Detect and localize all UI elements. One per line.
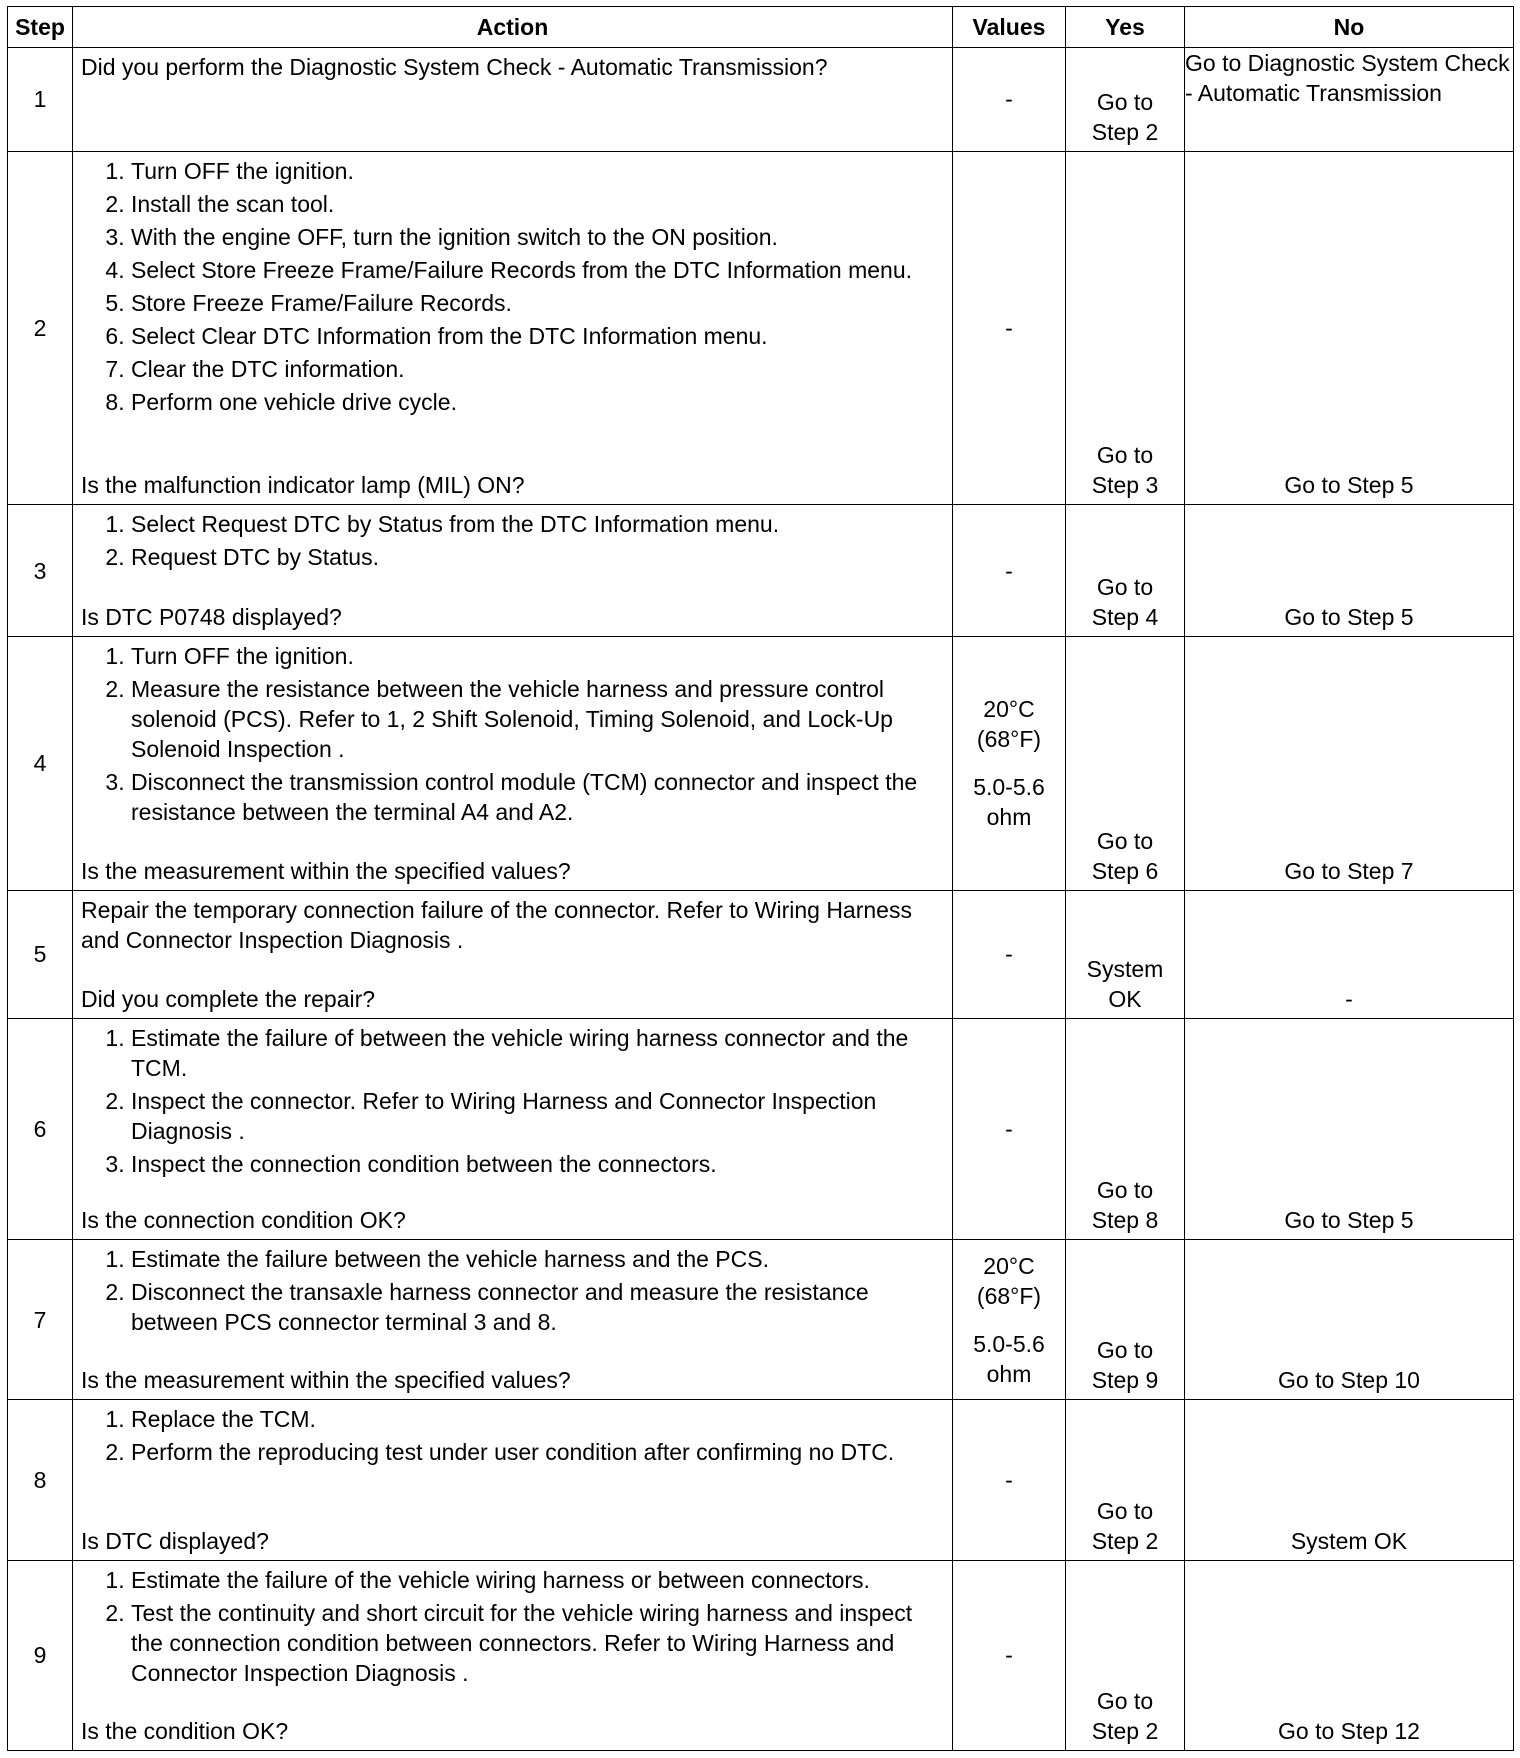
action-question: Is DTC P0748 displayed? xyxy=(81,603,342,630)
action-steps-list xyxy=(81,156,944,417)
no-result: Go to Diagnostic System Check - Automatic Transmission xyxy=(1185,48,1514,152)
table-row xyxy=(8,48,1514,152)
action-step-item: 2. Perform the reproducing test under user condition after confirming no DTC. xyxy=(131,1437,944,1467)
no-result: Go to Step 5 xyxy=(1284,472,1414,499)
values-cell: - xyxy=(953,890,1066,1018)
yes-line: Go to xyxy=(1096,827,1154,854)
values-cell: - xyxy=(953,1400,1066,1560)
values-cell: - xyxy=(953,48,1066,152)
table-row xyxy=(8,1240,1514,1400)
no-cell xyxy=(1185,636,1514,890)
action-body xyxy=(81,52,944,82)
values-cell: - xyxy=(953,505,1066,636)
values-line: 20°C xyxy=(983,1252,1035,1279)
action-content xyxy=(73,152,952,505)
yes-result xyxy=(1066,1686,1184,1750)
action-body xyxy=(81,509,944,575)
action-cell xyxy=(73,1560,953,1750)
values-line: ohm xyxy=(986,804,1032,831)
action-step-item: 2. Install the scan tool. xyxy=(131,189,944,219)
action-step-item: 3. Inspect the connection condition between the connectors. xyxy=(131,1149,944,1179)
action-step-item: 6. Select Clear DTC Information from the DTC Information menu. xyxy=(131,321,944,351)
table-row xyxy=(8,1560,1514,1750)
step-number: 5 xyxy=(8,890,73,1018)
header-no: No xyxy=(1185,7,1514,48)
action-step-item: 1. Estimate the failure between the vehicle harness and the PCS. xyxy=(131,1244,944,1274)
values-cell xyxy=(953,636,1066,890)
yes-line: Step 3 xyxy=(1091,472,1159,499)
table-row xyxy=(8,1400,1514,1560)
action-cell xyxy=(73,1240,953,1400)
no-result: Go to Step 5 xyxy=(1284,603,1414,630)
yes-line: Go to xyxy=(1096,442,1154,469)
yes-result xyxy=(1066,572,1184,636)
yes-cell xyxy=(1066,890,1185,1018)
yes-line: Go to xyxy=(1096,1177,1154,1204)
values-gap xyxy=(953,1311,1065,1329)
action-step-item: 2. Test the continuity and short circuit for the vehicle wiring harness and inspect the connection condition between connectors. Refer to Wiring Harness and Connector Inspection Diagnosis . xyxy=(131,1598,944,1688)
values-cell: - xyxy=(953,1560,1066,1750)
action-step-item: 5. Store Freeze Frame/Failure Records. xyxy=(131,288,944,318)
yes-cell xyxy=(1066,1240,1185,1400)
values-line: 20°C xyxy=(983,696,1035,723)
action-content xyxy=(73,1240,952,1399)
no-cell xyxy=(1185,890,1514,1018)
yes-line: Step 2 xyxy=(1091,1718,1159,1744)
action-cell xyxy=(73,636,953,890)
yes-line: Step 6 xyxy=(1091,857,1159,884)
table-body xyxy=(8,48,1514,1751)
no-result: Go to Step 7 xyxy=(1284,857,1414,884)
action-text: Repair the temporary connection failure of the connector. Refer to Wiring Harness and Connector Inspection Diagnosis . xyxy=(81,896,912,953)
no-cell xyxy=(1185,505,1514,636)
values-cell: - xyxy=(953,1018,1066,1240)
no-cell xyxy=(1185,1018,1514,1240)
action-body xyxy=(81,1244,944,1340)
action-steps-list xyxy=(81,641,944,827)
no-result: System OK xyxy=(1290,1527,1408,1554)
action-cell xyxy=(73,48,953,152)
yes-line: Step 4 xyxy=(1091,603,1159,630)
table-row xyxy=(8,1018,1514,1240)
values-spec xyxy=(953,694,1065,832)
yes-line: OK xyxy=(1108,985,1142,1012)
yes-cell xyxy=(1066,151,1185,505)
yes-result xyxy=(1066,87,1184,151)
action-text: Did you perform the Diagnostic System Check - Automatic Transmission? xyxy=(81,54,828,80)
yes-cell xyxy=(1066,1400,1185,1560)
action-content xyxy=(73,891,952,1018)
yes-line: Go to xyxy=(1096,88,1154,115)
no-cell xyxy=(1185,1560,1514,1750)
action-content xyxy=(73,505,952,635)
action-step-item: 3. Disconnect the transmission control module (TCM) connector and inspect the resistance between the terminal A4 and A2. xyxy=(131,767,944,827)
action-step-item: 1. Replace the TCM. xyxy=(131,1404,944,1434)
yes-line: Go to xyxy=(1096,1497,1154,1524)
values-gap xyxy=(953,754,1065,772)
action-content xyxy=(73,1561,952,1750)
header-yes: Yes xyxy=(1066,7,1185,48)
yes-result xyxy=(1066,954,1184,1018)
yes-line: Go to xyxy=(1096,1688,1154,1714)
table-row xyxy=(8,636,1514,890)
action-body xyxy=(81,641,944,830)
step-number: 1 xyxy=(8,48,73,152)
action-step-item: 8. Perform one vehicle drive cycle. xyxy=(131,387,944,417)
action-cell xyxy=(73,890,953,1018)
step-number: 6 xyxy=(8,1018,73,1240)
yes-cell xyxy=(1066,1018,1185,1240)
table-row xyxy=(8,151,1514,505)
action-body xyxy=(81,895,944,955)
no-result: Go to Step 5 xyxy=(1284,1207,1414,1234)
action-question: Is DTC displayed? xyxy=(81,1527,269,1554)
yes-result xyxy=(1066,1175,1184,1239)
no-cell xyxy=(1185,1400,1514,1560)
step-number: 8 xyxy=(8,1400,73,1560)
action-question: Is the malfunction indicator lamp (MIL) ON? xyxy=(81,472,525,499)
action-step-item: 1. Turn OFF the ignition. xyxy=(131,641,944,671)
action-steps-list xyxy=(81,1404,944,1467)
yes-cell xyxy=(1066,48,1185,152)
action-step-item: 2. Disconnect the transaxle harness connector and measure the resistance between PCS connector terminal 3 and 8. xyxy=(131,1277,944,1337)
yes-line: System xyxy=(1086,955,1164,982)
values-line: ohm xyxy=(986,1360,1032,1387)
header-values: Values xyxy=(953,7,1066,48)
header-action: Action xyxy=(73,7,953,48)
action-step-item: 3. With the engine OFF, turn the ignition switch to the ON position. xyxy=(131,222,944,252)
yes-result xyxy=(1066,440,1184,504)
action-body xyxy=(81,1565,944,1691)
action-question: Is the measurement within the specified values? xyxy=(81,857,571,884)
action-step-item: 2. Request DTC by Status. xyxy=(131,542,944,572)
yes-line: Step 9 xyxy=(1091,1367,1159,1394)
action-steps-list xyxy=(81,1565,944,1688)
values-line: (68°F) xyxy=(976,1282,1042,1309)
values-line: 5.0-5.6 xyxy=(973,774,1045,801)
yes-result xyxy=(1066,826,1184,890)
yes-cell xyxy=(1066,636,1185,890)
no-result: Go to Step 10 xyxy=(1278,1367,1420,1394)
values-spec xyxy=(953,1251,1065,1389)
step-number: 7 xyxy=(8,1240,73,1400)
diagnostic-table xyxy=(7,6,1514,1751)
no-cell xyxy=(1185,1240,1514,1400)
action-step-item: 1. Estimate the failure of the vehicle wiring harness or between connectors. xyxy=(131,1565,944,1595)
header-step: Step xyxy=(8,7,73,48)
action-question: Is the condition OK? xyxy=(81,1718,289,1744)
action-content xyxy=(73,1019,952,1240)
action-cell xyxy=(73,1018,953,1240)
yes-line: Step 8 xyxy=(1091,1207,1159,1234)
action-step-item: 2. Measure the resistance between the vehicle harness and pressure control solenoid (PCS). Refer to 1, 2 Shift Solenoid, Timing Solenoid, and Lock-Up Solenoid Inspection . xyxy=(131,674,944,764)
yes-line: Step 2 xyxy=(1091,1527,1159,1554)
action-content xyxy=(73,48,952,151)
action-step-item: 4. Select Store Freeze Frame/Failure Records from the DTC Information menu. xyxy=(131,255,944,285)
values-cell: - xyxy=(953,151,1066,505)
header-row xyxy=(8,7,1514,48)
yes-cell xyxy=(1066,1560,1185,1750)
action-body xyxy=(81,156,944,420)
action-step-item: 1. Select Request DTC by Status from the DTC Information menu. xyxy=(131,509,944,539)
action-step-item: 7. Clear the DTC information. xyxy=(131,354,944,384)
step-number: 4 xyxy=(8,636,73,890)
table-row xyxy=(8,505,1514,636)
action-cell xyxy=(73,1400,953,1560)
yes-cell xyxy=(1066,505,1185,636)
yes-line: Step 2 xyxy=(1091,118,1159,145)
action-cell xyxy=(73,151,953,505)
action-steps-list xyxy=(81,1023,944,1179)
yes-line: Go to xyxy=(1096,1337,1154,1364)
action-steps-list xyxy=(81,1244,944,1337)
action-steps-list xyxy=(81,509,944,572)
action-content xyxy=(73,637,952,890)
step-number: 9 xyxy=(8,1560,73,1750)
action-question: Is the measurement within the specified values? xyxy=(81,1367,571,1394)
step-number: 2 xyxy=(8,151,73,505)
values-line: 5.0-5.6 xyxy=(973,1330,1045,1357)
no-cell xyxy=(1185,151,1514,505)
action-cell xyxy=(73,505,953,636)
step-number: 3 xyxy=(8,505,73,636)
action-body xyxy=(81,1023,944,1182)
yes-result xyxy=(1066,1496,1184,1560)
action-step-item: 2. Inspect the connector. Refer to Wiring Harness and Connector Inspection Diagnosis . xyxy=(131,1086,944,1146)
yes-result xyxy=(1066,1335,1184,1399)
table-row xyxy=(8,890,1514,1018)
no-result: - xyxy=(1345,985,1353,1012)
yes-line: Go to xyxy=(1096,573,1154,600)
action-content xyxy=(73,1400,952,1559)
action-body xyxy=(81,1404,944,1470)
action-question: Did you complete the repair? xyxy=(81,985,376,1012)
action-step-item: 1. Estimate the failure of between the vehicle wiring harness connector and the TCM. xyxy=(131,1023,944,1083)
no-result: Go to Step 12 xyxy=(1278,1718,1420,1744)
values-cell xyxy=(953,1240,1066,1400)
action-question: Is the connection condition OK? xyxy=(81,1207,406,1234)
values-line: (68°F) xyxy=(976,726,1042,753)
action-step-item: 1. Turn OFF the ignition. xyxy=(131,156,944,186)
